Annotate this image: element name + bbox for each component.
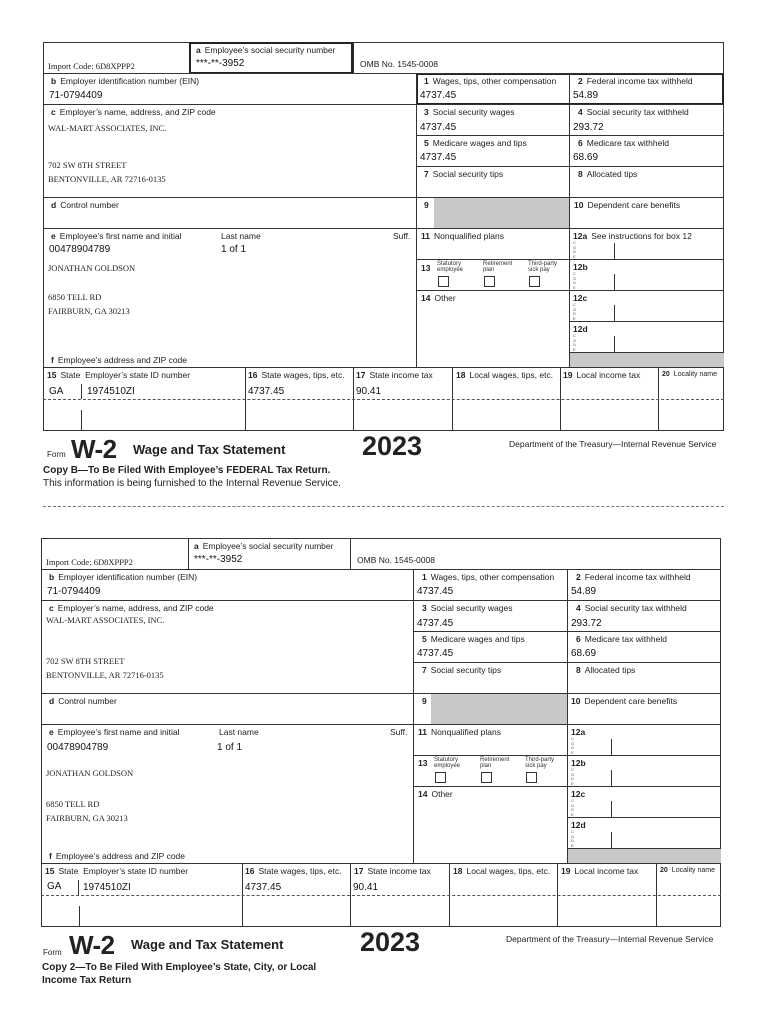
box17-label: 17 State income tax	[354, 866, 431, 876]
box16-value: 4737.45	[248, 386, 285, 397]
box7-label: 7 Social security tips	[424, 169, 504, 179]
state-value: GA	[49, 386, 64, 397]
box15-label: 15 State Employer’s state ID number	[45, 866, 189, 876]
box2-value: 54.89	[571, 586, 597, 597]
last-name-label: Last name	[219, 727, 259, 737]
form-name: W-2	[69, 930, 115, 960]
box6-label: 6 Medicare tax withheld	[578, 138, 669, 148]
box7-label: 7 Social security tips	[422, 665, 502, 675]
box12b-label: 12b	[571, 758, 586, 768]
copy-2-title: Copy 2—To Be Filed With Employee’s State, City, or Local	[42, 962, 317, 973]
box3-value: 4737.45	[420, 122, 457, 133]
suffix-label: Suff.	[393, 231, 411, 241]
box8-label: 8 Allocated tips	[578, 169, 638, 179]
form-title: Wage and Tax Statement	[131, 937, 284, 952]
box2-value: 54.89	[573, 90, 599, 101]
box15-label: 15 State Employer’s state ID number	[47, 370, 191, 380]
box17-label: 17 State income tax	[356, 370, 433, 380]
box12d-label: 12d	[573, 324, 588, 334]
employer-name: WAL-MART ASSOCIATES, INC.	[46, 615, 165, 625]
third-party-label: Third-party sick pay	[525, 757, 555, 769]
box19-label: 19 Local income tax	[563, 370, 641, 380]
form-name: W-2	[71, 434, 117, 464]
box9-label: 9	[424, 200, 429, 210]
control-number-value: 00478904789	[47, 742, 109, 753]
page-count: 1 of 1	[217, 742, 243, 753]
box4-value: 293.72	[571, 618, 602, 629]
box1-label: 1 Wages, tips, other compensation	[424, 76, 557, 86]
box2-label: 2 Federal income tax withheld	[578, 76, 693, 86]
box5-label: 5 Medicare wages and tips	[424, 138, 527, 148]
dept-treasury: Department of the Treasury—Internal Revenue Service	[509, 439, 717, 449]
box12d-label: 12d	[571, 820, 586, 830]
third-party-checkbox[interactable]	[529, 276, 540, 287]
statutory-label: Statutory employee	[437, 261, 464, 273]
w2-copy-b	[0, 0, 768, 500]
suffix-label: Suff.	[390, 727, 408, 737]
box9-label: 9	[422, 696, 427, 706]
employer-name: WAL-MART ASSOCIATES, INC.	[48, 123, 167, 133]
code-letters: C O D E	[571, 736, 575, 755]
box-c-label: c Employer’s name, address, and ZIP code	[49, 603, 214, 613]
box18-label: 18 Local wages, tips, etc.	[453, 866, 551, 876]
code-letters: C O D E	[571, 798, 575, 817]
box-d-label: d Control number	[49, 696, 117, 706]
employee-address-1: 6850 TELL RD	[48, 292, 102, 302]
import-code: Import Code: 6D8XPPP2	[46, 557, 133, 567]
box-e-label: e Employee’s first name and initial	[49, 727, 180, 737]
box19-label: 19 Local income tax	[561, 866, 639, 876]
copy-b-title: Copy B—To Be Filed With Employee’s FEDERAL Tax Return.	[43, 465, 331, 476]
form-title: Wage and Tax Statement	[133, 442, 286, 457]
box-a-label: a Employee’s social security number	[196, 45, 336, 55]
w2-copy-2	[0, 496, 768, 1024]
box-e-label: e Employee’s first name and initial	[51, 231, 182, 241]
ssn-value: ***-**-3952	[196, 58, 245, 69]
last-name-label: Last name	[221, 231, 261, 241]
employer-address-2: BENTONVILLE, AR 72716-0135	[46, 670, 164, 680]
box12-shaded	[568, 849, 721, 863]
retirement-checkbox[interactable]	[481, 772, 492, 783]
box8-label: 8 Allocated tips	[576, 665, 636, 675]
box12c-label: 12c	[571, 789, 586, 799]
code-letters: C O D E	[571, 767, 575, 786]
employee-name: JONATHAN GOLDSON	[46, 768, 134, 778]
box-f-label: f Employee’s address and ZIP code	[51, 355, 187, 365]
code-letters: C O D E	[571, 829, 575, 848]
box-d-label: d Control number	[51, 200, 119, 210]
box20-label: 20 Locality name	[662, 371, 717, 378]
box9-shaded	[434, 198, 569, 228]
box-c-label: c Employer’s name, address, and ZIP code	[51, 107, 216, 117]
box6-label: 6 Medicare tax withheld	[576, 634, 667, 644]
box3-value: 4737.45	[417, 618, 454, 629]
box17-value: 90.41	[353, 882, 379, 893]
box2-label: 2 Federal income tax withheld	[576, 572, 691, 582]
third-party-label: Third-party sick pay	[528, 261, 558, 273]
state-value: GA	[47, 881, 62, 892]
box3-label: 3 Social security wages	[424, 107, 515, 117]
employer-address-1: 702 SW 8TH STREET	[46, 656, 125, 666]
box1-value: 4737.45	[417, 586, 454, 597]
retirement-checkbox[interactable]	[484, 276, 495, 287]
form-word: Form	[43, 948, 62, 957]
ein-value: 71-0794409	[47, 586, 101, 597]
form-word: Form	[47, 450, 66, 459]
box4-value: 293.72	[573, 122, 604, 133]
employer-address-1: 702 SW 8TH STREET	[48, 160, 127, 170]
control-number-value: 00478904789	[49, 244, 111, 255]
omb-number: OMB No. 1545-0008	[360, 59, 438, 69]
box5-value: 4737.45	[420, 152, 457, 163]
form-year: 2023	[362, 431, 423, 461]
third-party-checkbox[interactable]	[526, 772, 537, 783]
employee-name: JONATHAN GOLDSON	[48, 263, 136, 273]
import-code: Import Code: 6D8XPPP2	[48, 61, 135, 71]
box20-label: 20 Locality name	[660, 867, 715, 874]
box-a-label: a Employee’s social security number	[194, 541, 334, 551]
page-count: 1 of 1	[221, 244, 247, 255]
box4-label: 4 Social security tax withheld	[576, 603, 687, 613]
ssn-value: ***-**-3952	[194, 554, 243, 565]
box13-label: 13	[421, 263, 431, 273]
box1-value: 4737.45	[420, 90, 457, 101]
box12a-label: 12a See instructions for box 12	[573, 231, 692, 241]
box16-label: 16 State wages, tips, etc.	[248, 370, 345, 380]
box16-label: 16 State wages, tips, etc.	[245, 866, 342, 876]
box11-label: 11 Nonqualified plans	[418, 727, 501, 737]
box1-label: 1 Wages, tips, other compensation	[422, 572, 555, 582]
box10-label: 10 Dependent care benefits	[574, 200, 681, 210]
retirement-label: Retirement plan	[480, 757, 510, 769]
box5-label: 5 Medicare wages and tips	[422, 634, 525, 644]
box6-value: 68.69	[571, 648, 597, 659]
box18-label: 18 Local wages, tips, etc.	[456, 370, 554, 380]
ein-value: 71-0794409	[49, 90, 103, 101]
statutory-checkbox[interactable]	[435, 772, 446, 783]
statutory-checkbox[interactable]	[438, 276, 449, 287]
statutory-label: Statutory employee	[434, 757, 461, 769]
code-letters: C O D E	[573, 271, 577, 290]
state-id-value: 1974510ZI	[87, 386, 135, 397]
code-letters: C O D E	[573, 333, 577, 352]
box12-shaded	[570, 353, 724, 367]
employee-address-2: FAIRBURN, GA 30213	[48, 306, 130, 316]
box-b-label: b Employer identification number (EIN)	[51, 76, 200, 86]
box10-label: 10 Dependent care benefits	[571, 696, 678, 706]
retirement-label: Retirement plan	[483, 261, 513, 273]
dept-treasury: Department of the Treasury—Internal Revenue Service	[506, 934, 714, 944]
box9-shaded	[431, 694, 567, 724]
box-f-label: f Employee’s address and ZIP code	[49, 851, 185, 861]
state-id-value: 1974510ZI	[83, 882, 131, 893]
copy-2-title-line2: Income Tax Return	[42, 975, 132, 986]
code-letters: C O D E	[573, 302, 577, 321]
box4-label: 4 Social security tax withheld	[578, 107, 689, 117]
box14-label: 14 Other	[418, 789, 453, 799]
employer-address-2: BENTONVILLE, AR 72716-0135	[48, 174, 166, 184]
box12a-label: 12a	[571, 727, 586, 737]
box16-value: 4737.45	[245, 882, 282, 893]
form-year: 2023	[360, 927, 421, 957]
box12c-label: 12c	[573, 293, 588, 303]
box12b-label: 12b	[573, 262, 588, 272]
code-letters: C O D E	[573, 240, 577, 259]
box6-value: 68.69	[573, 152, 599, 163]
employee-address-2: FAIRBURN, GA 30213	[46, 813, 128, 823]
employee-address-1: 6850 TELL RD	[46, 799, 100, 809]
box13-label: 13	[418, 758, 428, 768]
box11-label: 11 Nonqualified plans	[421, 231, 504, 241]
box5-value: 4737.45	[417, 648, 454, 659]
box-b-label: b Employer identification number (EIN)	[49, 572, 198, 582]
copy-b-note: This information is being furnished to the Internal Revenue Service.	[43, 478, 341, 489]
box17-value: 90.41	[356, 386, 382, 397]
box14-label: 14 Other	[421, 293, 456, 303]
box3-label: 3 Social security wages	[422, 603, 513, 613]
omb-number: OMB No. 1545-0008	[357, 555, 435, 565]
